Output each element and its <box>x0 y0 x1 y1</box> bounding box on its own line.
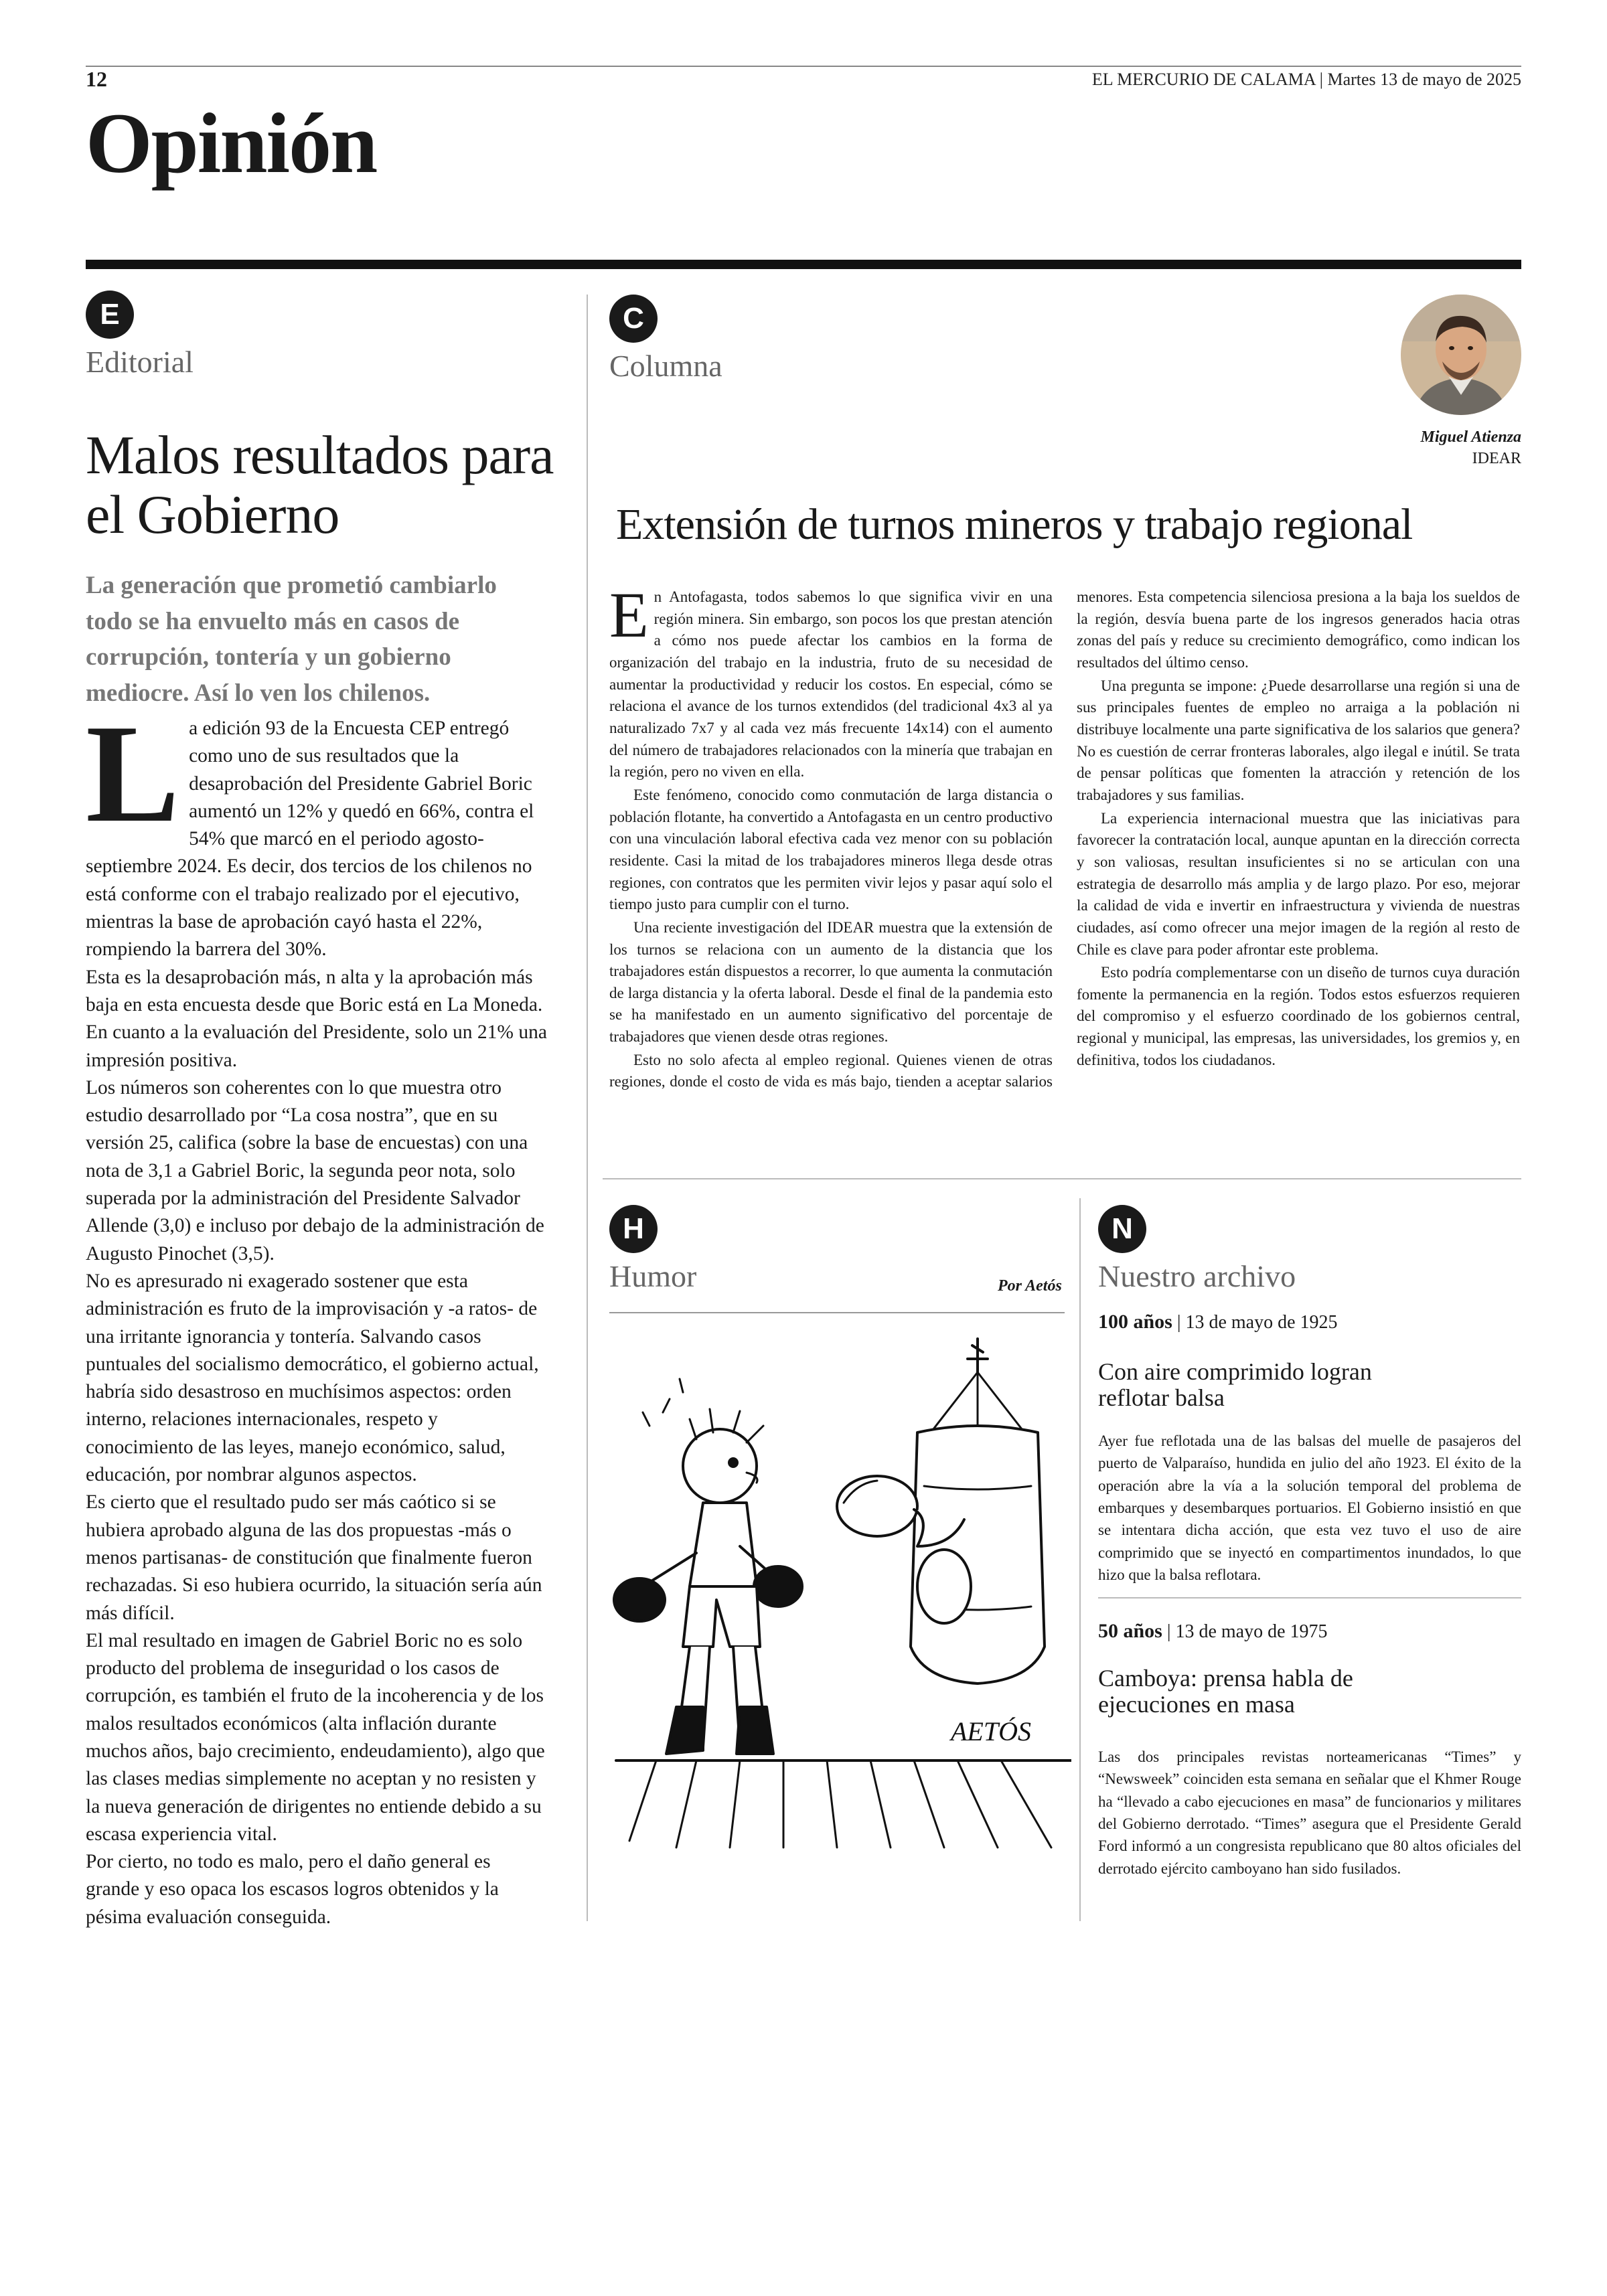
cartoon <box>603 1332 1071 1854</box>
column-divider <box>1079 1198 1081 1921</box>
archive-headline: Con aire comprimido logran reflotar balsa <box>1098 1358 1372 1411</box>
humor-badge: H <box>609 1205 658 1253</box>
author-portrait <box>1401 295 1521 415</box>
column-paragraph: Este fenómeno, conocido como conmutación de larga distancia o población flotante, ha convertido a Antofagasta en un centro productivo con una vinculación laboral efectiva cada vez menor con su población residente. Casi la mitad de los trabajadores mineros llega desde otras regiones, con contratos que les permiten vivir lejos y pasar aquí solo el tiempo justo para cumplir con el turno. <box>609 786 1053 913</box>
archive-date: 13 de mayo de 1975 <box>1175 1621 1328 1642</box>
author-name: Miguel Atienza <box>1420 428 1521 446</box>
editorial-paragraph: La edición 93 de la Encuesta CEP entregó como uno de sus resultados que la desaprobación del Presidente Gabriel Boric aumentó un 12% y quedó en 66%, contra el 54% que marcó en el periodo agosto-septiembre 2024. Es decir, dos tercios de los chilenos no está conforme con el trabajo realizado por el ejecutivo, mientras la base de aprobación cayó hasta el 22%, rompiendo la barrera del 30%. <box>86 696 534 961</box>
author-organization: IDEAR <box>1472 450 1521 467</box>
author-photo <box>1401 295 1521 415</box>
editorial-paragraph: Esta es la desaprobación más, n alta y la aprobación más baja en esta encuesta desde que Boric está en La Moneda. En cuanto a la evaluación del Presidente, solo un 21% una impresión positiva. <box>86 966 547 1071</box>
column-paragraph: Esto podría complementarse con un diseño de turnos cuya duración fomente la permanencia en la región. Todos estos esfuerzos requieren del compromiso y el esfuerzo coordinado de los gobiernos central, regional y municipal, las empresas, las universidades, los gremios y, en definitiva, todos los ciudadanos. <box>1077 964 1520 1068</box>
section-title: Opinión <box>86 96 377 191</box>
archive-date: 13 de mayo de 1925 <box>1185 1312 1338 1333</box>
editorial-paragraph: Los números son coherentes con lo que muestra otro estudio desarrollado por “La cosa nostra”, que en su versión 25, califica (sobre la base de encuestas) con una nota de 3,1 a Gabriel Boric, la segunda peor nota, solo superada por la administración del Presidente Salvador Allende (3,0) e incluso por debajo de la administración de Augusto Pinochet (3,5). <box>86 1076 544 1264</box>
archive-years: 100 años <box>1098 1311 1172 1333</box>
editorial-paragraph: Es cierto que el resultado pudo ser más caótico si se hubiera aprobado alguna de las dos propuestas -más o menos partisanas- de constitución que finalmente fueron rechazadas. Si eso hubiera ocurrido, la situación sería aún más difícil. <box>86 1491 542 1624</box>
humor-byline: Por Aetós <box>998 1277 1062 1295</box>
page-number: 12 <box>86 67 107 91</box>
editorial-dropcap: L <box>86 696 180 851</box>
column-headline: Extensión de turnos mineros y trabajo regional <box>616 500 1413 549</box>
editorial-body <box>86 696 548 1931</box>
header-rule <box>86 66 1521 67</box>
archive-body: Ayer fue reflotada una de las balsas del muelle de pasajeros del puerto de Valparaíso, hundida en julio del año 1923. El éxito de la operación abre la vía a la solución temporal del problema de embarques y desembarques portuarios. El Gobierno insistió en que se intentara dicha acción, que esta vez tuvo el uso de aire comprimido que se inyectó en compartimentos inundados, lo que hizo que la balsa reflotara. <box>1098 1432 1521 1584</box>
archive-years: 50 años <box>1098 1620 1162 1642</box>
editorial-badge: E <box>86 291 134 339</box>
section-divider <box>603 1178 1521 1179</box>
editorial-paragraph: El mal resultado en imagen de Gabriel Boric no es solo producto del problema de inseguridad o los casos de corrupción, es también el fruto de la incoherencia y de los malos resultados económicos (alta inflación durante muchos años, bajo crecimiento, endeudamiento), algo que las clases medias simplemente no aceptan y no resisten y la nueva generación de dirigentes no entiende debido a su escasa experiencia vital. <box>86 1629 545 1845</box>
column-paragraph: En Antofagasta, todos sabemos lo que significa vivir en una región minera. Sin embargo, son pocos los que prestan atención a cómo nos puede afectar los cambios en la forma de organización del trabajo en la industria, fruto de su necesidad de aumentar la productividad y reducir los costos. En especial, cómo se relaciona el avance de los turnos extendidos (del tradicional 4x3 al ya naturalizado 7x7 y al cada vez más frecuente 14x14) con el aumento del número de trabajadores relacionados con la minería que trabajan en la región, pero no viven en ella. <box>609 579 1053 781</box>
column-paragraph: Una reciente investigación del IDEAR muestra que la extensión de los turnos se relaciona con un aumento de la distancia que los trabajadores están dispuestos a recorrer, lo que aumenta la conmutación de larga distancia y la oferta laboral. Desde el final de la pandemia esto se ha manifestado en un aumento significativo del porcentaje de trabajadores que vienen desde otras regiones. <box>609 918 1053 1046</box>
column-paragraph: Una pregunta se impone: ¿Puede desarrollarse una región si una de sus principales fuentes de empleo no arraiga a la población ni distribuye localmente una parte significativa de los salarios que genera? No es cuestión de cerrar fronteras laborales, algo ilegal e inútil. Se trata de pensar políticas que fomenten la atracción y retención de los trabajadores y sus familias. <box>1077 677 1520 803</box>
column-paragraph: Esto no solo afecta al empleo regional. Quienes vienen de otras regiones, donde el costo de vida es más bajo, tienden a aceptar salarios menores. Esta competencia silenciosa presiona a la baja los sueldos de la región, desvía buena parte de los ingresos generados hacia otras zonas del país y reduce su crecimiento demográfico, como indican los resultados del último censo. <box>609 588 1520 1090</box>
column-paragraph: La experiencia internacional muestra que las iniciativas para favorecer la contratación local, aunque apuntan en la dirección correcta y son valiosas, resultan insuficientes si no se articulan con una estrategia de desarrollo más amplia y de largo plazo. Por eso, mejorar la calidad de vida e invertir en infraestructura y vivienda de nuestras ciudades, así como ofrecer una mejor imagen de la región al resto de Chile es clave para poder afrontar este problema. <box>1077 809 1520 958</box>
editorial-headline: Malos resultados para el Gobierno <box>86 424 554 545</box>
archive-item-date: 100 años | 13 de mayo de 1925 <box>1098 1311 1338 1333</box>
archive-badge: N <box>1098 1205 1146 1253</box>
section-rule <box>86 260 1521 269</box>
editorial-kicker: Editorial <box>86 345 194 379</box>
humor-rule <box>609 1312 1065 1313</box>
editorial-lede: La generación que prometió cambiarlo todo se ha envuelto más en casos de corrupción, tontería y un gobierno mediocre. Así lo ven los chilenos. <box>86 572 497 707</box>
column-divider <box>587 295 588 1921</box>
cartoon-signature: AETÓS <box>951 1716 1031 1746</box>
masthead: EL MERCURIO DE CALAMA | Martes 13 de mayo de 2025 <box>1091 70 1521 89</box>
archive-body: Las dos principales revistas norteamericanas “Times” y “Newsweek” coinciden esta semana en señalar que el Khmer Rouge ha “llevado a cabo ejecuciones en masa” de funcionarios y militares del Gobierno derrotado. “Times” asegura que el Presidente Gerald Ford informó a un congresista republicano que 80 altos oficiales del derrotado ejército camboyano han sido fusilados. <box>1098 1748 1521 1877</box>
column-kicker: Columna <box>609 349 722 383</box>
cartoon-drawing <box>603 1332 1071 1854</box>
archive-headline: Camboya: prensa habla de ejecuciones en masa <box>1098 1665 1353 1718</box>
humor-kicker: Humor <box>609 1259 697 1293</box>
column-dropcap: E <box>609 579 649 651</box>
column-body <box>609 579 1520 1093</box>
archive-kicker: Nuestro archivo <box>1098 1259 1296 1293</box>
archive-item-date: 50 años | 13 de mayo de 1975 <box>1098 1620 1328 1642</box>
column-badge: C <box>609 295 658 343</box>
editorial-paragraph: No es apresurado ni exagerado sostener que esta administración es fruto de la improvisación y -a ratos- de una irritante ignorancia y tontería. Salvando casos puntuales del socialismo democrático, el gobierno actual, habría sido desastroso en muchísimos aspectos: orden interno, relaciones internacionales, respeto y conocimiento de las leyes, manejo económico, salud, educación, por nombrar algunos aspectos. <box>86 1270 539 1486</box>
editorial-paragraph: Por cierto, no todo es malo, pero el daño general es grande y eso opaca los escasos logros obtenidos y la pésima evaluación conseguida. <box>86 1851 499 1928</box>
archive-divider <box>1098 1597 1521 1598</box>
